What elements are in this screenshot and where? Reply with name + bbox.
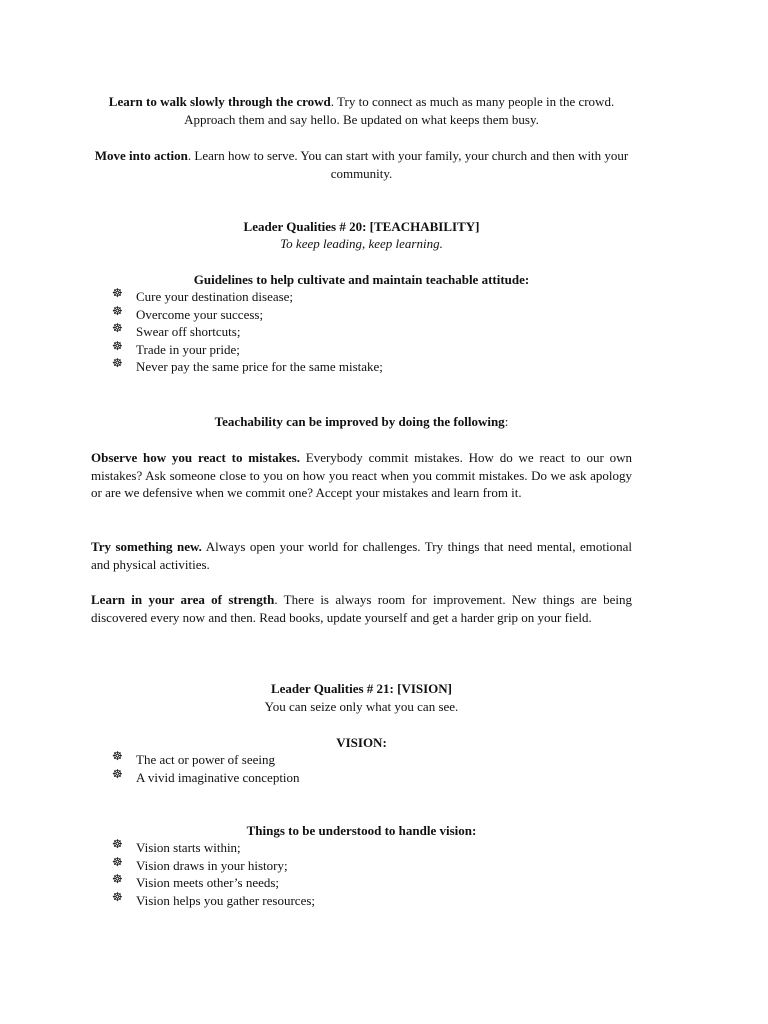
subtitle-text: You can seize only what you can see.: [264, 699, 459, 714]
bullet-icon: ☸: [112, 338, 123, 353]
heading-text: Leader Qualities # 21: [VISION]: [270, 681, 453, 696]
list-item: [112, 358, 632, 376]
lead-phrase: Try something new.: [91, 539, 202, 554]
list-item: [112, 303, 632, 324]
paragraph-text: Always open your world for challenges. Try things that need mental, emotional and physical activities.: [91, 539, 632, 572]
list-item-text: The act or power of seeing: [136, 752, 275, 767]
list-item: [112, 889, 632, 910]
list-item-text: Never pay the same price for the same mistake;: [136, 359, 383, 374]
bullet-icon: ☸: [112, 766, 123, 781]
bullet-icon: ☸: [112, 872, 123, 886]
list-item-text: Vision draws in your history;: [136, 857, 288, 873]
lead-phrase: Learn to walk slowly through the crowd: [108, 94, 331, 109]
paragraph-text: . There is always room for improvement. New things are being discovered every now and then. Read books, update yourself and get a harder grip on your field.: [91, 592, 632, 625]
list-item: [112, 323, 632, 341]
list-item-text: Vision helps you gather resources;: [136, 892, 316, 908]
bullet-icon: ☸: [112, 889, 123, 904]
section-heading-q21: [91, 680, 632, 698]
bullet-icon: ☸: [112, 303, 123, 318]
paragraph-walk-crowd: [91, 93, 632, 128]
lead-phrase: Learn in your area of strength: [91, 592, 275, 607]
list-item: [112, 766, 632, 787]
improve-heading: [91, 413, 632, 431]
list-item-text: Vision starts within;: [136, 840, 241, 855]
section-heading-q20: [91, 218, 632, 236]
bullet-icon: ☸: [112, 356, 123, 370]
section-subtitle-q20: [91, 235, 632, 253]
guidelines-heading: [91, 271, 632, 289]
paragraph-text: Everybody commit mistakes. How do we react to our own mistakes? Ask someone close to you on how you react when you commit mistakes. Do we ask apology or are we defensive when we commit one? Accept your mistakes and learn from it.: [91, 450, 633, 500]
heading-text: VISION:: [336, 735, 387, 750]
vision-heading: [91, 734, 632, 752]
list-item: [112, 839, 632, 857]
heading-text: Teachability can be improved by doing the following: [214, 414, 505, 429]
paragraph-try-something-new: [91, 538, 632, 573]
bullet-icon: ☸: [112, 321, 123, 335]
guidelines-list: [112, 288, 632, 376]
heading-text: Things to be understood to handle vision:: [246, 823, 477, 838]
list-item-text: Swear off shortcuts;: [136, 324, 241, 339]
list-item-text: Overcome your success;: [136, 306, 264, 322]
vision-definitions-list: [112, 751, 632, 786]
subtitle-text: To keep leading, keep learning.: [280, 236, 443, 251]
heading-colon: :: [504, 414, 509, 429]
bullet-icon: ☸: [112, 749, 123, 763]
lead-phrase: Observe how you react to mistakes.: [91, 450, 300, 465]
bullet-icon: ☸: [112, 286, 123, 300]
things-heading: [91, 822, 632, 840]
list-item: [112, 751, 632, 769]
paragraph-observe-mistakes: [91, 449, 632, 502]
bullet-icon: ☸: [112, 837, 123, 851]
paragraph-area-of-strength: [91, 591, 632, 626]
paragraph-move-into-action: [91, 147, 632, 182]
list-item: [112, 288, 632, 306]
bullet-icon: ☸: [112, 854, 123, 869]
things-list: [112, 839, 632, 909]
paragraph-text: . Learn how to serve. You can start with your family, your church and then with your community.: [187, 148, 629, 181]
heading-text: Leader Qualities # 20: [TEACHABILITY]: [243, 219, 480, 234]
heading-text: Guidelines to help cultivate and maintain teachable attitude:: [193, 272, 530, 287]
paragraph-text: . Try to connect as much as many people in the crowd. Approach them and say hello. Be updated on what keeps them busy.: [184, 94, 615, 127]
section-subtitle-q21: [91, 698, 632, 716]
list-item-text: Trade in your pride;: [136, 341, 240, 357]
list-item-text: A vivid imaginative conception: [136, 769, 300, 785]
list-item: [112, 874, 632, 892]
lead-phrase: Move into action: [94, 148, 188, 163]
list-item-text: Vision meets other’s needs;: [136, 875, 280, 890]
list-item: [112, 338, 632, 359]
list-item: [112, 854, 632, 875]
list-item-text: Cure your destination disease;: [136, 289, 294, 304]
